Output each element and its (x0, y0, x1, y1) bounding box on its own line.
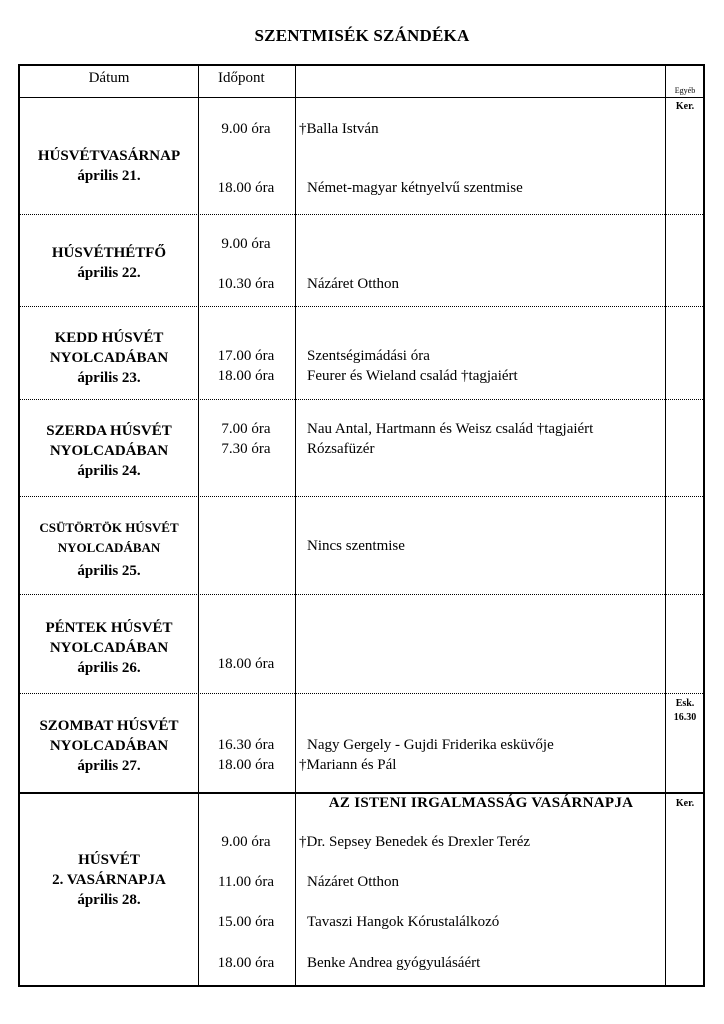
day-name: HÚSVÉT (78, 852, 140, 868)
mass-time: 7.30 óra (221, 441, 271, 457)
mass-time: 18.00 óra (217, 180, 275, 196)
day-name: HÚSVÉTHÉTFŐ (51, 245, 167, 261)
mass-time: 15.00 óra (217, 914, 275, 930)
mass-intention: Szentségimádási óra (307, 348, 430, 364)
mass-intention: Nincs szentmise (307, 538, 405, 554)
day-name: NYOLCADÁBAN (49, 640, 169, 656)
row-divider (18, 306, 705, 307)
day-name: KEDD HÚSVÉT (54, 330, 164, 346)
header-time: Időpont (218, 70, 265, 86)
mass-time: 16.30 óra (217, 737, 275, 753)
mass-intention: Német-magyar kétnyelvű szentmise (307, 180, 523, 196)
row-divider (18, 594, 705, 595)
mass-intention: †Balla István (299, 121, 379, 137)
day-name: HÚSVÉTVASÁRNAP (37, 148, 181, 164)
extra-note: Ker. (675, 101, 695, 112)
mass-time: 10.30 óra (217, 276, 275, 292)
day-date: április 25. (77, 563, 141, 579)
day-date: április 24. (77, 463, 141, 479)
mass-time: 9.00 óra (221, 121, 271, 137)
day-date: április 27. (77, 758, 141, 774)
mass-intention: Tavaszi Hangok Kórustalálkozó (307, 914, 500, 930)
page-title: SZENTMISÉK SZÁNDÉKA (254, 26, 470, 45)
mass-intention: Feurer és Wieland család †tagjaiért (307, 368, 518, 384)
day-date: április 21. (77, 168, 141, 184)
mass-time: 11.00 óra (217, 874, 275, 890)
column-divider (665, 64, 666, 987)
day-name: SZOMBAT HÚSVÉT (39, 718, 179, 734)
day-date: április 28. (77, 892, 141, 908)
row-divider (18, 693, 705, 694)
mass-intention: Názáret Otthon (307, 874, 400, 890)
header-divider (18, 97, 705, 98)
mass-time: 18.00 óra (217, 757, 275, 773)
day-date: április 26. (77, 660, 141, 676)
row-divider (18, 496, 705, 497)
day-name: NYOLCADÁBAN (57, 540, 161, 555)
extra-note: Esk. (675, 698, 695, 709)
column-divider (295, 64, 296, 987)
row-divider (18, 399, 705, 400)
mass-intention: Rózsafüzér (307, 441, 375, 457)
mass-time: 18.00 óra (217, 955, 275, 971)
mass-intention: Názáret Otthon (307, 276, 400, 292)
day-date: április 23. (77, 370, 141, 386)
extra-note: 16.30 (673, 712, 697, 723)
mass-time: 18.00 óra (217, 656, 275, 672)
mass-time: 18.00 óra (217, 368, 275, 384)
mass-intention: Nau Antal, Hartmann és Weisz család †tagjaiért (307, 421, 594, 437)
extra-note: Ker. (675, 798, 695, 809)
row-divider (18, 792, 705, 794)
mass-intention: †Dr. Sepsey Benedek és Drexler Teréz (299, 834, 531, 850)
feast-title: AZ ISTENI IRGALMASSÁG VASÁRNAPJA (328, 795, 634, 811)
mass-intention: †Mariann és Pál (299, 757, 397, 773)
mass-time: 7.00 óra (221, 421, 271, 437)
day-date: április 22. (77, 265, 141, 281)
day-name: PÉNTEK HÚSVÉT (45, 620, 173, 636)
day-name: NYOLCADÁBAN (49, 443, 169, 459)
header-date: Dátum (88, 70, 130, 86)
day-name: SZERDA HÚSVÉT (46, 423, 172, 439)
day-name: NYOLCADÁBAN (49, 738, 169, 754)
day-name: NYOLCADÁBAN (49, 350, 169, 366)
mass-time: 17.00 óra (217, 348, 275, 364)
mass-time: 9.00 óra (221, 236, 271, 252)
day-name: CSÜTÖRTÖK HÚSVÉT (39, 520, 179, 535)
mass-time: 9.00 óra (221, 834, 271, 850)
day-name: 2. VASÁRNAPJA (52, 872, 166, 888)
header-extra: Egyéb (674, 86, 696, 95)
mass-intention: Benke Andrea gyógyulásáért (307, 955, 481, 971)
mass-intention: Nagy Gergely - Gujdi Friderika esküvője (307, 737, 554, 753)
row-divider (18, 214, 705, 215)
